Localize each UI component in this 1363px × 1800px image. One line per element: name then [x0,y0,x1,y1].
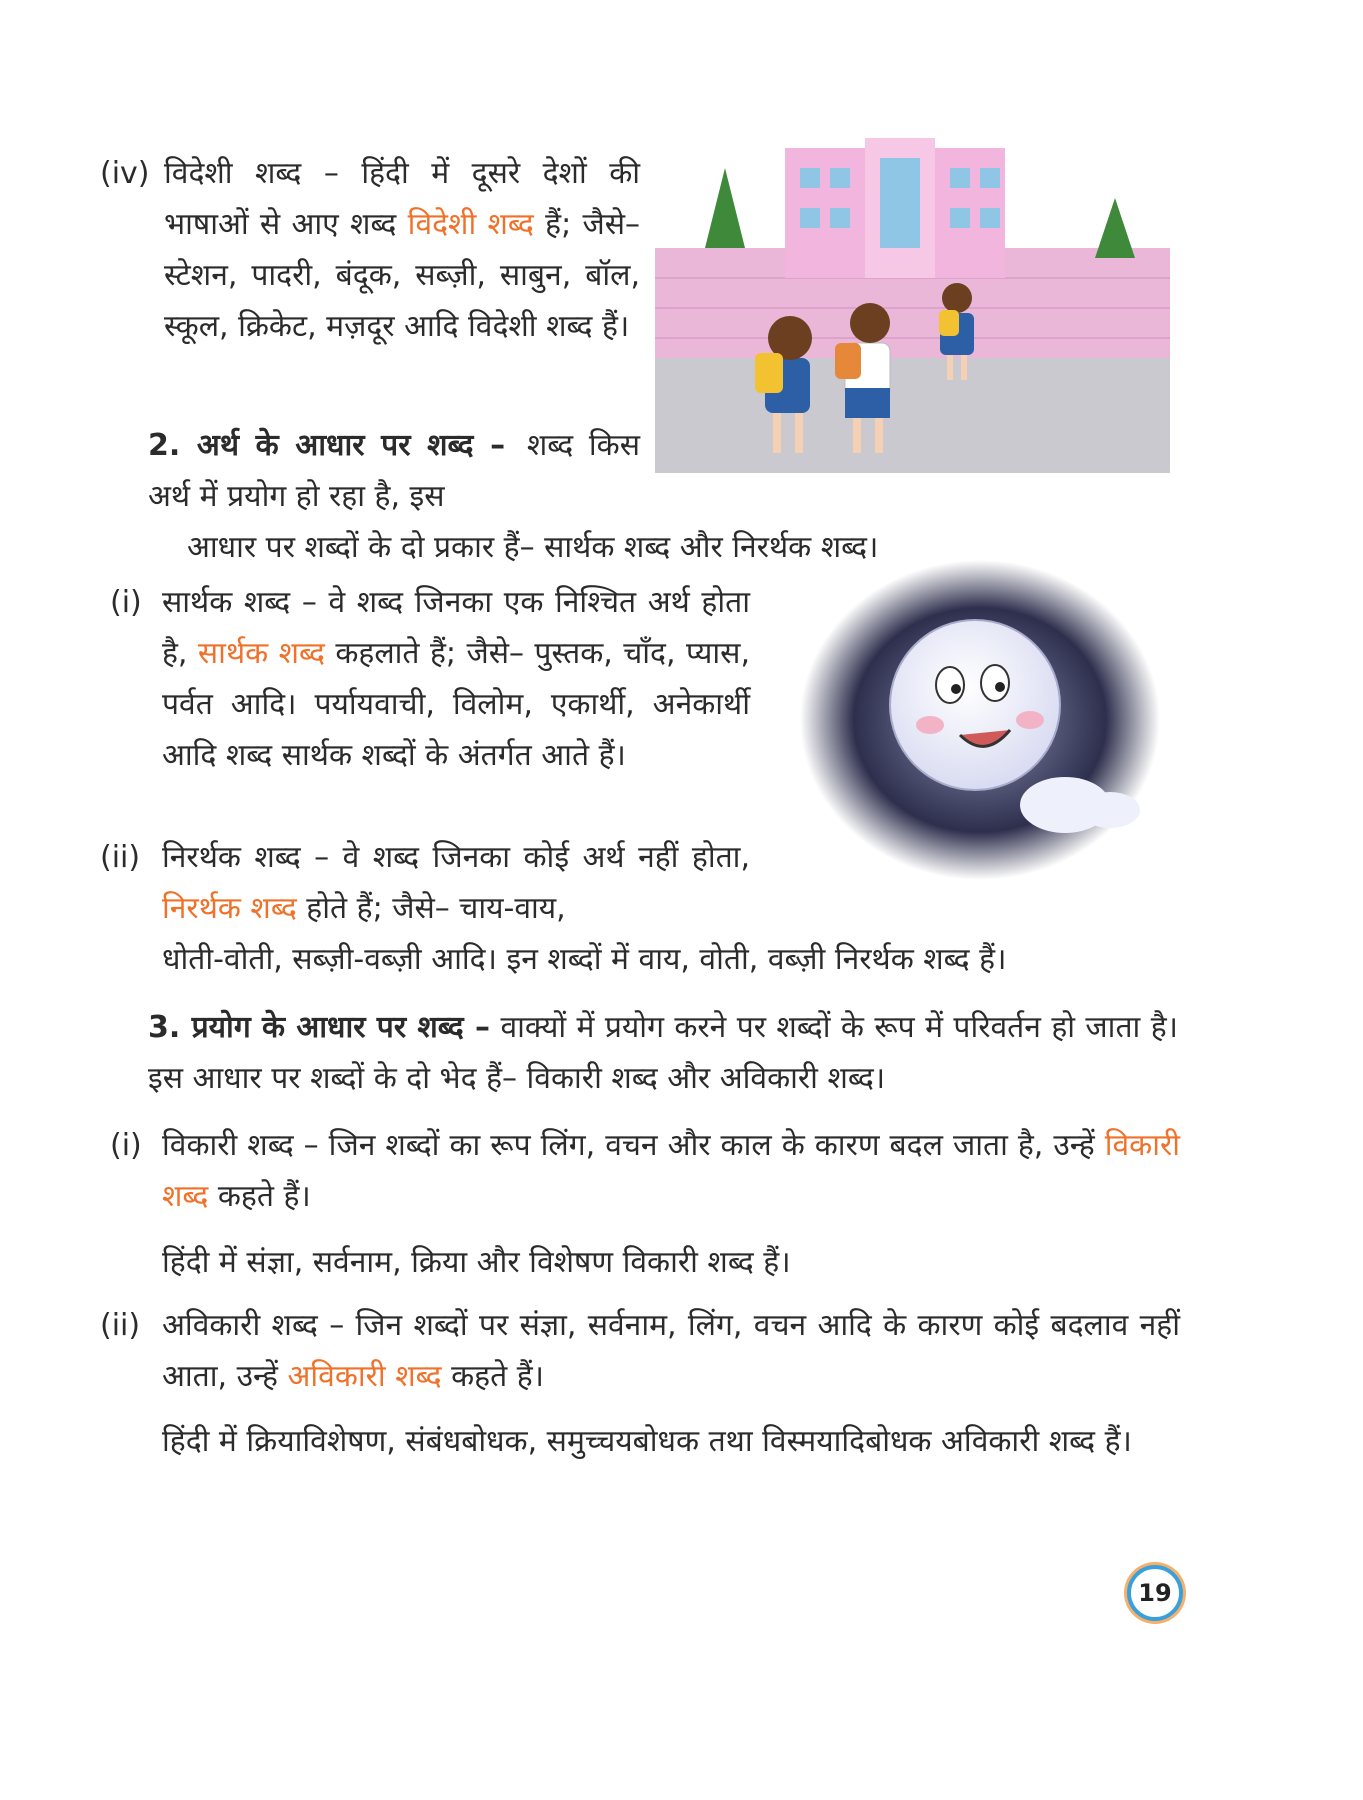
school-children-illustration [655,128,1170,473]
item-marker: (ii) [100,840,141,875]
text: हैं; जैसे– स्टेशन, पादरी, बंदूक, सब्ज़ी, साबुन, बॉल, स्कूल, क्रिकेट, मज़दूर आदि विदेशी शब्द हैं। [164,207,641,344]
highlight-term: निरर्थक शब्द [162,891,297,926]
smiling-moon-illustration [800,555,1165,895]
dash: – [290,585,329,620]
text: वाक्यों में प्रयोग करने पर शब्दों के रूप में परिवर्तन हो जाता है। इस आधार पर शब्दों के दो भेद हैं– विकारी शब्द और अविकारी शब्द। [148,1010,1179,1096]
text: शब्द किस अर्थ में प्रयोग हो रहा है, इस [148,428,640,514]
term: निरर्थक शब्द [162,840,301,875]
heading-title: 2. अर्थ के आधार पर शब्द – [148,428,506,463]
heading-title: 3. प्रयोग के आधार पर शब्द – [148,1010,491,1045]
text: जिन शब्दों पर संज्ञा, सर्वनाम, लिंग, वचन आदि के कारण कोई बदलाव नहीं आता, उन्हें [162,1308,1181,1394]
meaningless-words-continued [162,934,1202,985]
text: हिंदी में संज्ञा, सर्वनाम, क्रिया और विशेषण विकारी शब्द हैं। [162,1245,791,1280]
invariable-words-paragraph [100,1300,1180,1402]
text: होते हैं; जैसे– चाय-वाय, [296,891,566,926]
text: कहलाते हैं; जैसे– पुस्तक, चाँद, प्यास, पर्वत आदि। पर्यायवाची, विलोम, एकार्थी, अनेकार्थी आदि शब्द सार्थक शब्दों के अंतर्गत आते हैं। [162,636,750,773]
item-marker: (i) [110,585,142,620]
highlight-term: विदेशी शब्द [407,207,534,242]
item-marker: (i) [110,1128,142,1163]
usage-heading-paragraph [148,1002,1178,1104]
meaningless-words-paragraph [100,832,750,934]
text: हिंदी में दूसरे देशों की भाषाओं से आए शब्द [164,156,641,242]
text: वे शब्द जिनका कोई अर्थ नहीं होता, [342,840,750,875]
foreign-words-paragraph [100,148,640,352]
text: कहते हैं। [441,1359,545,1394]
meaning-heading-paragraph [148,420,640,522]
dash: – [301,156,362,191]
term: विकारी शब्द [162,1128,294,1163]
term: अविकारी शब्द [162,1308,318,1343]
meaningful-words-paragraph [110,577,750,781]
dash: – [317,1308,356,1343]
highlight-term: विकारी शब्द [162,1128,1181,1214]
variable-words-note [162,1237,1172,1288]
highlight-term: अविकारी शब्द [287,1359,442,1394]
term: सार्थक शब्द [162,585,291,620]
item-marker: (iv) [100,156,150,191]
page-number-badge: 19 [1127,1565,1183,1621]
text: धोती-वोती, सब्ज़ी-वब्ज़ी आदि। इन शब्दों में वाय, वोती, वब्ज़ी निरर्थक शब्द हैं। [162,942,1007,977]
text: वे शब्द जिनका एक निश्चित अर्थ होता है, [162,585,750,671]
term: विदेशी शब्द [164,156,302,191]
dash: – [293,1128,329,1163]
text: जिन शब्दों का रूप लिंग, वचन और काल के कारण बदल जाता है, उन्हें [328,1128,1105,1163]
dash: – [300,840,343,875]
text: हिंदी में क्रियाविशेषण, संबंधबोधक, समुच्चयबोधक तथा विस्मयादिबोधक अविकारी शब्द हैं। [162,1424,1132,1459]
item-marker: (ii) [100,1308,141,1343]
text: आधार पर शब्दों के दो प्रकार हैं– सार्थक शब्द और निरर्थक शब्द। [187,530,879,565]
text: कहते हैं। [208,1179,311,1214]
variable-words-paragraph [110,1120,1180,1222]
highlight-term: सार्थक शब्द [197,636,325,671]
invariable-words-note [162,1416,1177,1467]
